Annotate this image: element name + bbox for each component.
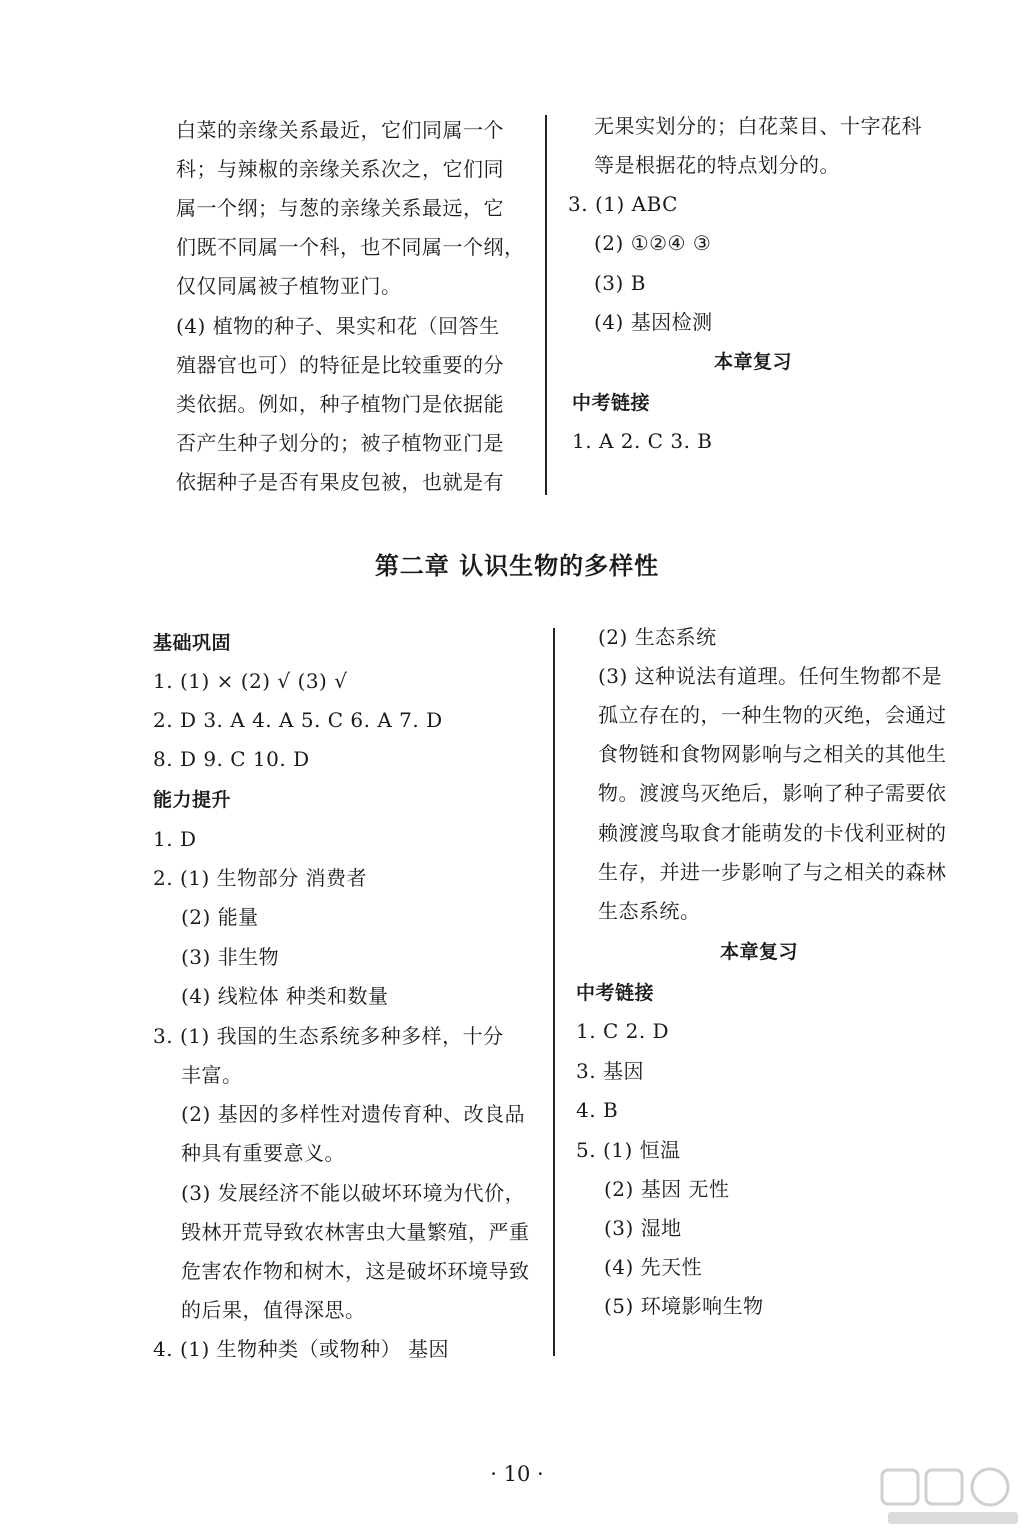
text-line: 2. D 3. A 4. A 5. C 6. A 7. D (153, 708, 443, 732)
text-line: 丰富。 (181, 1063, 243, 1087)
text-line: (4) 线粒体 种类和数量 (181, 984, 389, 1008)
text-line: (2) 基因的多样性对遗传育种、改良品 (181, 1102, 526, 1126)
page-number: · 10 · (490, 1462, 544, 1486)
text-line: (3) 这种说法有道理。任何生物都不是 (598, 664, 943, 688)
section-heading: 中考链接 (572, 392, 651, 414)
text-line: 危害农作物和树木，这是破坏环境导致 (181, 1259, 530, 1283)
text-line: 赖渡渡鸟取食才能萌发的卡伐利亚树的 (598, 821, 947, 845)
text-line: (5) 环境影响生物 (604, 1294, 764, 1318)
text-line: 仅仅同属被子植物亚门。 (176, 274, 402, 298)
text-line: (3) 发展经济不能以破坏环境为代价， (181, 1181, 526, 1205)
text-line: (3) B (594, 271, 646, 295)
text-line: 依据种子是否有果皮包被，也就是有 (176, 470, 504, 494)
text-line: 1. (1) × (2) √ (3) √ (153, 669, 348, 693)
section-heading: 基础巩固 (153, 632, 232, 654)
text-line: 5. (1) 恒温 (576, 1138, 681, 1162)
text-line: 殖器官也可）的特征是比较重要的分 (176, 353, 504, 377)
text-line: 的后果，值得深思。 (181, 1298, 366, 1322)
column-divider (545, 115, 547, 495)
text-line: 无果实划分的；白花菜目、十字花科 (594, 114, 922, 138)
text-line: 否产生种子划分的；被子植物亚门是 (176, 431, 504, 455)
text-line: 等是根据花的特点划分的。 (594, 153, 840, 177)
text-line: 1. C 2. D (576, 1019, 670, 1043)
text-line: (3) 非生物 (181, 945, 280, 969)
text-line: 生态系统。 (598, 899, 701, 923)
section-heading: 本章复习 (720, 941, 799, 963)
text-line: 毁林开荒导致农林害虫大量繁殖，严重 (181, 1220, 530, 1244)
text-line: (2) ①②④ ③ (594, 231, 712, 255)
text-line: 3. (1) ABC (568, 192, 678, 216)
section-heading: 中考链接 (576, 982, 655, 1004)
text-line: (4) 基因检测 (594, 310, 713, 334)
text-line: 4. (1) 生物种类（或物种） 基因 (153, 1337, 449, 1361)
text-line: 种具有重要意义。 (181, 1141, 345, 1165)
section-heading: 能力提升 (153, 789, 232, 811)
text-line: (4) 植物的种子、果实和花（回答生 (176, 314, 500, 338)
text-line: 食物链和食物网影响与之相关的其他生 (598, 742, 947, 766)
text-line: (4) 先天性 (604, 1255, 703, 1279)
text-line: (3) 湿地 (604, 1216, 682, 1240)
text-line: 8. D 9. C 10. D (153, 747, 310, 771)
text-line: 1. A 2. C 3. B (572, 429, 713, 453)
text-line: 科；与辣椒的亲缘关系次之，它们同 (176, 157, 504, 181)
text-line: (2) 基因 无性 (604, 1177, 730, 1201)
text-line: 们既不同属一个科，也不同属一个纲， (176, 235, 525, 259)
text-line: 白菜的亲缘关系最近，它们同属一个 (176, 118, 504, 142)
column-divider (553, 628, 555, 1356)
chapter-title: 第二章 认识生物的多样性 (374, 552, 660, 580)
text-line: 属一个纲；与葱的亲缘关系最远，它 (176, 196, 504, 220)
text-line: 1. D (153, 827, 197, 851)
text-line: 物。渡渡鸟灭绝后，影响了种子需要依 (598, 781, 947, 805)
section-heading: 本章复习 (714, 351, 793, 373)
bottom-right-column (572, 0, 972, 1380)
text-line: 孤立存在的，一种生物的灭绝，会通过 (598, 703, 947, 727)
watermark-logo (878, 1464, 1028, 1530)
text-line: 2. (1) 生物部分 消费者 (153, 866, 367, 890)
bottom-left-column (153, 0, 543, 1380)
text-line: (2) 生态系统 (598, 625, 717, 649)
text-line: 3. (1) 我国的生态系统多种多样，十分 (153, 1024, 504, 1048)
text-line: 3. 基因 (576, 1059, 644, 1083)
text-line: (2) 能量 (181, 905, 259, 929)
text-line: 4. B (576, 1098, 619, 1122)
text-line: 生存，并进一步影响了与之相关的森林 (598, 860, 947, 884)
text-line: 类依据。例如，种子植物门是依据能 (176, 392, 504, 416)
